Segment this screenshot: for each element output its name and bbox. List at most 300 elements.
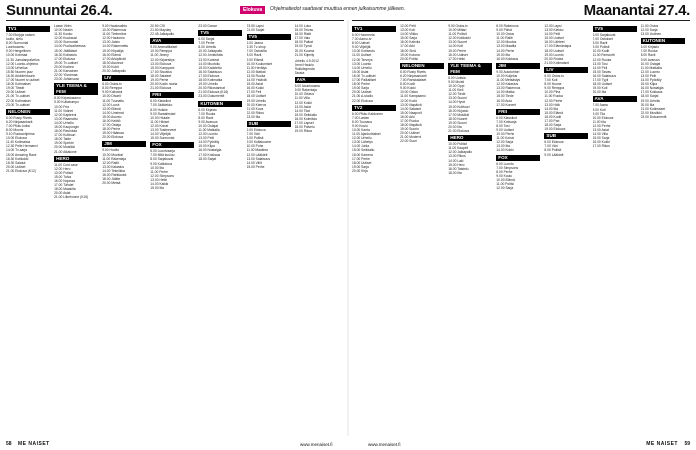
film-tag-badge: Elokuva xyxy=(240,6,265,14)
program-listing: 18.30 Salatut xyxy=(6,160,26,165)
program-listing: 14.00 Villit xyxy=(246,160,262,165)
program-listing: 12.00 Sarja xyxy=(496,140,514,145)
program-listing: 20.00 Kirja xyxy=(352,168,368,173)
program-listing: 17.00 Elokuva xyxy=(198,73,220,78)
program-listing: 6.00 Luonto xyxy=(496,161,514,166)
program-listing: 14.00 Koti xyxy=(448,44,464,49)
program-listing: 19.00 Häämaa xyxy=(102,131,124,136)
program-listing: 18.00 Iltapäivä xyxy=(400,123,422,128)
program-listing: 19.00 Rikos xyxy=(294,129,313,134)
program-listing: 16.00 Salaisuus xyxy=(198,69,222,74)
program-listing: 14.00 Unelmat xyxy=(102,110,124,115)
program-listing: 14.00 Urheilu xyxy=(352,65,372,70)
channel-block xyxy=(150,38,194,90)
right-page-number: 59 xyxy=(684,441,690,447)
program-listing: 13.00 Asiat xyxy=(294,104,311,109)
program-listing: 18.00 Salaiset xyxy=(150,73,172,78)
program-listing: 10.00 Kotimaa xyxy=(6,53,28,58)
program-listing: 10.00 Fria xyxy=(54,104,69,109)
program-listing: 15.00 Kumppani xyxy=(150,65,175,70)
channel-block xyxy=(150,92,194,140)
program-listing: 11.00 Kieli xyxy=(448,88,464,93)
program-listing: 6.00 Elokuva xyxy=(544,140,564,145)
program-listing: 12.00 Lapsi xyxy=(544,24,562,28)
program-listing: 14.00 Rakennettu xyxy=(102,44,129,49)
program-listing: 11.00 Jimmy xyxy=(150,53,169,58)
program-listing: 8.00 Ravit xyxy=(198,115,214,120)
program-listing: 16.00 Lähteet xyxy=(544,40,565,45)
program-listing: 6.00 Pikku Kakkonen xyxy=(352,111,383,116)
channel-heading: FRII xyxy=(496,109,540,115)
channel-heading: HERO xyxy=(54,156,98,162)
program-listing: 17.00 Elokuva xyxy=(54,56,75,61)
program-listing: 12.00 Kokki xyxy=(294,100,312,105)
program-listing: 11.00 Rallit xyxy=(496,36,513,41)
program-listing: 15.00 Perhe xyxy=(448,48,467,53)
program-listing: 12.00 Perhe xyxy=(592,123,611,128)
program-listing: 8.00 Kodit xyxy=(400,82,415,87)
program-listing: 22.00 Suuri xyxy=(400,139,417,144)
right-header-rule xyxy=(352,20,690,21)
program-listing: 20.00 Korkea xyxy=(54,64,74,69)
program-listing: 19.00 Suomi xyxy=(448,120,467,125)
channel-block xyxy=(448,24,492,61)
program-listing: 12.00 Jalkapallo xyxy=(448,150,473,155)
program-listing: 15.00 Elämä xyxy=(544,110,563,115)
channel-block xyxy=(496,155,540,191)
program-listing: 9.00 Koulu xyxy=(352,123,368,128)
program-listing: 6.00 Klassikot xyxy=(496,115,517,120)
program-listing: 12.00 Sarja xyxy=(496,186,514,191)
program-listing: 16.00 Tv-uutiset xyxy=(352,73,376,78)
program-listing: 19.00 Koti xyxy=(592,86,608,91)
program-listing: 18.00 Kotimaiset xyxy=(6,82,31,87)
program-listing: 16.00 Kirjasto xyxy=(448,108,469,113)
program-listing: 13.00 Uutinen xyxy=(640,32,662,37)
program-listing: 20.00 Uutiset xyxy=(6,90,26,95)
channel-block xyxy=(593,26,637,94)
program-listing: 21.00 Elokuva (K12) xyxy=(6,168,36,173)
program-listing: Lasse Virén xyxy=(54,24,72,28)
channel-block xyxy=(352,26,396,103)
program-listing: 9.00 Kokki xyxy=(400,86,416,91)
program-listing: 9.00 Kotitalous xyxy=(150,161,173,166)
program-listing: 11.00 Matkalla xyxy=(198,127,220,132)
program-listing: 10.00 Poliisit xyxy=(448,142,467,147)
program-listing: 8.00 Poliisit xyxy=(544,148,562,153)
program-listing: 11.00 Hikiset xyxy=(150,119,170,124)
program-listing: 8.00 Uutiset xyxy=(352,41,370,46)
left-column-2 xyxy=(54,24,98,434)
program-listing: 10.00 Kanta xyxy=(352,127,370,132)
program-listing: 8.00 Tosi xyxy=(496,123,510,128)
channel-block xyxy=(295,24,339,57)
program-listing: 16.00 Keittiö xyxy=(102,118,121,123)
program-listing: 17.00 Arki xyxy=(400,44,415,49)
program-listing: 12.00 Lääkärit xyxy=(246,152,268,157)
channel-heading: LIV xyxy=(102,75,146,81)
channel-block xyxy=(198,24,242,28)
program-listing: 12.00 Luonto xyxy=(640,69,660,74)
program-listing: 12.30 Pelle Hermanni xyxy=(6,144,38,149)
program-listing: 6.00 Rusty Rivets xyxy=(6,115,32,120)
channel-heading: TV1 xyxy=(352,26,396,32)
right-column-4 xyxy=(496,24,540,434)
program-listing: 17.00 Kokkaus xyxy=(198,152,221,157)
program-listing: 10.00 Kuulumiset xyxy=(246,61,272,66)
program-listing: 17.00 Valo xyxy=(294,36,311,41)
program-listing: 17.00 Ruoka xyxy=(400,118,419,123)
right-page-day-title: Maanantai 27.4. xyxy=(583,2,690,19)
program-listing: 7.00 Perhe xyxy=(198,41,215,46)
program-listing: 16.30 Kotikokki xyxy=(6,156,29,161)
program-listing: 15.00 Asiat xyxy=(246,82,263,87)
channel-block xyxy=(448,135,492,175)
program-listing: 12.00 Kapteeni xyxy=(54,112,77,117)
program-listing: 10.00 Hiutale xyxy=(150,115,170,120)
program-listing: 17.00 Kokkaus xyxy=(640,90,663,95)
program-listing: 8.00 Rakennus xyxy=(496,24,519,28)
program-listing: Urheilu 4.9.2012 xyxy=(294,58,319,63)
program-listing: 8.00 Ravit xyxy=(592,41,608,46)
program-listing: 13.00 Asiat xyxy=(592,127,609,132)
channel-block xyxy=(54,83,98,153)
program-listing: 21.00 Aikakone xyxy=(54,149,77,154)
program-listing: 21.00 Tv-uutiset xyxy=(6,94,30,99)
program-listing: 14.00 Hyvä xyxy=(448,100,465,105)
program-listing: 10.00 Elokuva xyxy=(592,115,614,120)
program-listing: 7.00 Lasten xyxy=(352,115,370,120)
program-listing: 17.00 Lapset xyxy=(294,120,314,125)
program-listing: 14.00 Peli xyxy=(592,65,608,70)
program-listing: 13.00 Tositeeveet xyxy=(150,127,177,132)
program-listing: 13.00 Korkeat xyxy=(198,57,219,62)
program-listing: 8.00 Hokkie xyxy=(150,107,168,112)
program-listing: 15.00 Uutiset xyxy=(544,36,564,41)
program-listing: 15.00 Sunnuntai xyxy=(150,136,175,141)
program-listing: 23.00 Tv-uutiset xyxy=(6,102,30,107)
channel-heading: FOX xyxy=(150,142,194,148)
program-listing: 9.00 Rantafestari xyxy=(150,111,176,116)
program-listing: 12.00 Luvut xyxy=(102,102,120,107)
program-listing: 17.00 Paikalliset xyxy=(352,78,377,83)
program-listing: 15.00 Hero xyxy=(448,162,465,167)
program-listing: 20.00 Kodin rauha xyxy=(150,82,178,87)
channel-heading: YLE TEEMA & FEM xyxy=(54,83,98,95)
program-listing: 16.00 Salaisuus xyxy=(592,73,616,78)
program-listing: 20.00 Ilta xyxy=(592,90,607,95)
program-listing: 16.00 Kolmikko xyxy=(294,116,318,121)
program-listing: 9.00 Huolto xyxy=(102,148,120,153)
program-listing: 19.00 Sarja xyxy=(352,164,369,169)
right-column-7 xyxy=(641,24,685,434)
program-listing: 13.00 Suuret xyxy=(448,40,468,45)
program-listing: 14.00 Viikko xyxy=(400,32,418,37)
right-column-5 xyxy=(544,24,588,434)
program-listing: 11.00 Tuunattu xyxy=(102,98,124,103)
program-listing: 7.00 Kotisarja xyxy=(496,119,517,124)
program-listing: 17.00 Koneet xyxy=(496,102,516,107)
channel-block xyxy=(54,156,98,200)
program-listing: 13.00 Sunnuntai xyxy=(54,40,79,45)
program-listing: 9.00 Kultakumpu xyxy=(54,100,79,105)
program-listing: 12.00 Kirjaesitys xyxy=(150,57,175,62)
program-listing: 11.00 Kampaamo xyxy=(400,94,426,99)
program-listing: 6.20 Ninjasankarit xyxy=(400,73,427,78)
program-listing: 12.00 Hautomo xyxy=(102,36,125,41)
program-listing: 12.00 Pelit xyxy=(400,24,416,28)
program-listing: 20.50 CSI xyxy=(150,24,165,28)
program-listing: 18.00 Palvelu xyxy=(294,125,315,130)
program-listing: 13.00 Urheilua xyxy=(6,65,28,70)
program-listing: 12.00 Luonto-ohjelma xyxy=(6,61,38,66)
program-listing: 12.00 Kodit xyxy=(400,98,417,103)
program-listing: 22.45 Jalkapallo xyxy=(150,32,175,37)
program-listing: 20.00 Jalkapallo xyxy=(102,69,127,74)
channel-block xyxy=(448,63,492,133)
program-listing: 13.00 Kiekko xyxy=(544,28,564,33)
program-listing: 22.00 Elokuva xyxy=(352,98,373,103)
program-listing: 12.00 Hero xyxy=(54,166,71,171)
channel-heading: TV1 xyxy=(6,26,50,32)
program-listing: 18.00 Sarjat xyxy=(640,94,659,99)
channel-block xyxy=(544,67,588,131)
program-listing: 15.00 Perhe xyxy=(246,164,265,169)
program-listing: 15.00 Seikkailu xyxy=(352,148,375,153)
program-listing: 16.00 Nostalgia xyxy=(198,148,222,153)
program-listing: 18.00 Asunnot xyxy=(102,60,124,65)
channel-block xyxy=(6,109,50,173)
program-listing: 10.00 Divarit xyxy=(102,94,121,99)
program-listing: 14.00 Kokki xyxy=(496,148,514,153)
program-listing: 10.00 Rakennus xyxy=(102,28,127,33)
program-listing: 14.00 Laki xyxy=(448,158,464,163)
program-listing: 11.00 Timberline xyxy=(102,32,127,37)
left-page-number: 58 xyxy=(6,441,12,447)
left-column-1 xyxy=(6,24,50,434)
program-listing: 10.00 Jalkapallo xyxy=(198,49,223,54)
program-listing: 12.00 Terveys xyxy=(352,57,373,62)
left-column-7 xyxy=(295,24,339,434)
program-listing: 10.00 Piha xyxy=(544,90,561,95)
channel-heading: SUB xyxy=(544,133,588,139)
program-listing: 10.00 Ostos xyxy=(496,32,515,37)
channel-heading: SUB xyxy=(247,121,291,127)
program-listing: 6.00 Klassikot xyxy=(150,99,171,104)
program-listing: 11.00 Remontti xyxy=(592,53,615,58)
program-listing: 23.00 Dokumentit xyxy=(198,94,225,99)
channel-block xyxy=(496,63,540,107)
program-listing: 10.00 Ostos xyxy=(400,90,418,95)
channel-heading: TV2 xyxy=(352,105,396,111)
program-listing: 19.00 Luonto xyxy=(544,52,564,57)
program-listing: 13.00 Pelit xyxy=(198,136,214,141)
program-listing: 17.00 Sisustus xyxy=(150,69,172,74)
program-listing: 15.00 Teivas xyxy=(294,28,314,33)
program-listing: 11.00 Metsästys xyxy=(496,78,521,83)
program-listing: 15.00 Naapurit xyxy=(400,110,422,115)
program-listing: 15.00 Kilpa xyxy=(198,144,215,149)
channel-block xyxy=(247,121,291,169)
program-listing: 17.00 Tyyli xyxy=(592,78,609,83)
program-listing: 21.00 Kiipeily xyxy=(294,52,315,57)
channel-block xyxy=(6,26,50,107)
program-listing: 13.00 Kalastus xyxy=(102,164,124,169)
program-listing: 22.00 Ylivoimaa xyxy=(54,73,78,78)
program-listing: 8.00 Uutisia xyxy=(448,75,466,80)
program-listing: 12.00 Kotikokki xyxy=(448,36,471,41)
program-listing: 10.00 Moottori xyxy=(102,152,124,157)
program-listing: 6.00 Jaana xyxy=(246,41,263,46)
program-listing: 16.30 Arkkitehtuurin xyxy=(6,73,36,78)
channel-heading: TV5 xyxy=(247,34,291,40)
program-listing: 13.00 Salaisuus xyxy=(246,156,270,161)
program-listing: 15.00 Kaupungin xyxy=(54,124,80,129)
program-listing: 6.00 Luontosarja xyxy=(150,149,175,154)
program-listing: Rokkilegenda xyxy=(294,66,315,71)
program-listing: 6.00 Sarjakuvat xyxy=(592,33,616,37)
program-listing: 13.00 Jaisin xyxy=(102,40,120,45)
channel-block xyxy=(247,24,291,32)
program-listing: 10.00 Perhe xyxy=(496,132,515,137)
program-listing: 21.00 Elokuva xyxy=(448,129,470,134)
channel-heading: JIM xyxy=(496,63,540,69)
program-listing: 8.00 Perhe xyxy=(496,169,513,174)
program-listing: 21.00 Kotimaiset xyxy=(544,60,569,65)
program-listing: 6.00 Huomenta xyxy=(352,33,375,37)
left-column-5 xyxy=(198,24,242,434)
program-listing: 15.00 Sarja xyxy=(400,36,417,41)
program-listing: 11.00 Vidinet xyxy=(54,108,74,113)
program-listing: 11.00 Kaapeli xyxy=(448,146,469,151)
program-listing: 18.00 Perhe xyxy=(352,82,370,87)
program-listing: 20.00 Poliisi xyxy=(400,56,418,61)
channel-heading: TV5 xyxy=(198,30,242,36)
channel-block xyxy=(102,141,146,185)
channel-heading: HERO xyxy=(448,135,492,141)
program-listing: 9.00 Päivä xyxy=(496,28,512,33)
program-listing: 8.00 Urheilu xyxy=(198,45,217,50)
program-listing: 16.00 Nopeaa xyxy=(54,179,75,183)
program-listing: 22.00 Musiikki xyxy=(640,110,662,115)
program-listing: 15.50 Nuoren jazz xyxy=(6,69,33,74)
program-listing: 8.00 Asuntoaamu xyxy=(294,84,321,89)
program-listing: 20.00 Kierros xyxy=(246,102,267,107)
page-header xyxy=(0,0,696,20)
program-listing: 12.00 Matkat xyxy=(246,69,266,74)
program-listing: 11.00 Poliisi xyxy=(496,182,514,186)
program-listing: 10.00 Oikeus xyxy=(294,92,315,97)
channel-heading: NELONEN xyxy=(400,63,444,69)
program-listing: 8.00 Huone xyxy=(544,82,562,87)
program-listing: 9.00 Avaruus xyxy=(640,57,660,62)
program-listing: 16.00 Arki xyxy=(400,114,415,119)
program-listing: 20.00 Uutiset xyxy=(400,131,420,136)
program-listing: 7.00 Jääkiekko xyxy=(150,103,173,108)
program-listing: 12.00 Luonto xyxy=(198,132,218,137)
program-listing: 22.00 Rikos xyxy=(246,110,264,115)
program-listing: 11.00 Uutiset xyxy=(352,53,372,58)
program-listing: 18.00 Paikat xyxy=(294,40,313,45)
program-listing: 7.00 Aamu xyxy=(592,103,609,108)
program-listing: 20.00 Ruoka xyxy=(544,56,564,61)
program-listing: 6.00 Kirjasto xyxy=(198,107,217,112)
program-listing: 19.00 Elokuva xyxy=(544,127,566,132)
program-listing: 17.00 Peli xyxy=(246,90,262,95)
channel-heading: NELONEN xyxy=(6,109,50,115)
program-listing: 12.00 Muutos xyxy=(496,40,517,45)
program-listing: 15.00 Jättiläiset xyxy=(54,48,78,53)
program-listing: 7.00 Ostosilta xyxy=(246,49,267,54)
program-listing: 14.00 Puolivaiheessa xyxy=(54,44,86,49)
program-listing: 18.00 Sarja xyxy=(544,123,562,128)
left-column-3 xyxy=(102,24,146,434)
program-listing: 12.00 Ruoka xyxy=(592,57,612,62)
program-listing: 9.00 Hautovaihto xyxy=(102,24,128,28)
channel-block xyxy=(496,109,540,153)
header-tagline: Ohjelmatiedot saattavat muuttua ennen julkaisumme jälkeen. xyxy=(270,6,406,12)
program-listing: luotto, sielu xyxy=(6,37,23,42)
program-listing: 21.50 Mayday xyxy=(150,28,172,33)
program-listing: 21.00 Kotimaiset xyxy=(640,106,666,111)
program-listing: 15.00 Taivas xyxy=(592,69,611,74)
channel-block xyxy=(54,24,98,81)
program-listing: 19.00 Perhe xyxy=(150,78,169,83)
program-listing: 13.00 Elokuva xyxy=(150,61,172,66)
program-listing: 12.00 Urheilu xyxy=(352,136,372,141)
program-listing: 15.00 Ilta xyxy=(150,186,164,191)
channel-heading: KUTONEN xyxy=(198,101,242,107)
channel-block xyxy=(352,105,396,173)
program-listing: 10.00 Ostajat xyxy=(640,61,661,66)
program-listing: 13.00 Ilta xyxy=(496,144,510,149)
channel-block xyxy=(400,63,444,144)
program-listing: 11.40 Kotimaisia xyxy=(6,140,31,145)
right-column-6 xyxy=(593,24,637,434)
program-listing: 10.00 Kuljetus xyxy=(496,73,518,78)
program-listing: 18.00 Maasilta xyxy=(54,187,76,192)
program-listing: 6.00 Sarjat xyxy=(198,37,215,42)
program-listing: 9.00 Avaruus xyxy=(198,119,218,124)
program-listing: 19.00 Tiheät xyxy=(6,86,25,91)
program-listing: 7.00 Simpsons xyxy=(496,165,519,170)
program-listing: 16.00 Auto xyxy=(496,98,513,103)
program-listing: Luontoaamu xyxy=(6,45,25,50)
program-listing: 10.00 Remppa xyxy=(150,49,172,54)
channel-block xyxy=(295,77,339,133)
program-listing: 18.00 Ilta xyxy=(448,170,462,175)
program-listing: 16.00 Ravintola xyxy=(54,129,78,134)
program-listing: 14.00 Matka xyxy=(496,90,515,95)
program-listing: 14.00 Villa xyxy=(592,132,608,137)
program-listing: 15.00 Kilpailija xyxy=(102,48,124,53)
program-listing: 18.00 Uutiset xyxy=(246,94,266,99)
program-listing: 20.00 Metsä xyxy=(102,181,121,186)
program-listing: 18.00 Jäätie xyxy=(102,177,121,182)
left-column-4 xyxy=(150,24,194,434)
program-listing: 14.00 Ilta xyxy=(544,106,558,111)
program-listing: 16.00 Rahtiautot xyxy=(102,173,127,177)
program-listing: 19.00 Kotona xyxy=(400,52,420,57)
program-listing: 15.00 Tulva xyxy=(54,174,72,179)
program-listing: 19.00 Suurin xyxy=(400,127,419,132)
program-listing: 6.30 Tv-shop xyxy=(246,45,266,50)
program-listing: 8.00 Kirjastoaamu xyxy=(54,96,81,101)
program-listing: 17.00 Arkipäivät xyxy=(102,56,126,61)
program-listing: 13.00 Koti xyxy=(400,28,415,33)
program-listing: 17.00 Pari xyxy=(544,118,560,123)
program-listing: 13.00 Lähetys xyxy=(352,140,373,145)
